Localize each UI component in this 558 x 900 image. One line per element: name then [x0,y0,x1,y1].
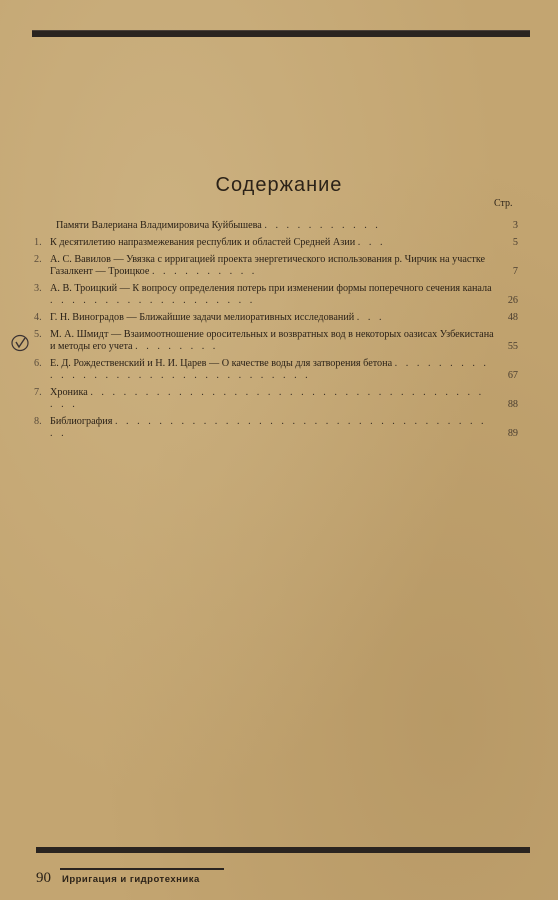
footer-rule [60,868,224,870]
toc-entry-page: 5 [512,237,518,248]
toc-leader-dots: . . . . . . . . . . [151,266,258,277]
page-column-label: Стр. [494,198,513,209]
table-of-contents [34,220,518,445]
toc-entry-title: Е. Д. Рождественский и Н. И. Царев — О качестве воды для затворения бетона [50,358,393,369]
toc-entry-title: А. В. Троицкий — К вопросу определения потерь при изменении формы поперечного сечения канала [50,283,492,294]
toc-entry-page: 89 [507,428,518,439]
toc-entry-number: 3. [34,283,42,294]
toc-entry-number: 4. [34,312,42,323]
toc-entry-page: 67 [507,370,518,381]
footer-journal-title: Ирригация и гидротехника [62,874,200,885]
toc-entry-number: 7. [34,387,42,398]
toc-entry-number: 8. [34,416,42,427]
toc-entry [34,254,518,278]
toc-leader-dots: . . . . . . . . . . . [264,220,381,231]
page-title: Содержание [215,174,343,196]
toc-entry-page: 3 [512,220,518,231]
toc-entry-title: А. С. Вавилов — Увязка с ирригацией проекта энергетического использования р. Чирчик на участке Газалкент — Троицкое [50,254,486,277]
toc-entry-number: 2. [34,254,42,265]
toc-entry-number: 5. [34,329,42,340]
toc-entry-page: 7 [512,266,518,277]
top-rule [32,30,530,37]
toc-leader-dots: . . . [356,312,385,323]
footer-page-number: 90 [36,870,51,886]
toc-entry [34,358,518,382]
handwritten-check-icon [10,333,30,353]
toc-leader-dots: . . . . . . . . [135,341,219,352]
toc-entry [34,312,518,324]
toc-entry [34,329,518,353]
toc-entry-title: Библиография [50,416,113,427]
toc-entry [34,220,518,232]
toc-entry [34,283,518,307]
toc-leader-dots: . . . [357,237,386,248]
toc-entry-title: К десятилетию напразмежевания республик и областей Средней Азии [50,237,356,248]
toc-entry-page: 88 [507,399,518,410]
toc-entry-title: Г. Н. Виноградов — Ближайшие задачи мелиоративных исследований [50,312,355,323]
toc-entry [34,237,518,249]
toc-leader-dots: . . . . . . . . . . . . . . . . . . . . . . . . . . . . . . . . . . . . [50,416,487,439]
toc-leader-dots: . . . . . . . . . . . . . . . . . . . [50,295,256,306]
toc-entry [34,416,518,440]
toc-leader-dots: . . . . . . . . . . . . . . . . . . . . . . . . . . . . . . . . . . . . . . . [50,387,485,410]
toc-entry [34,387,518,411]
toc-entry-page: 48 [507,312,518,323]
toc-entry-title: М. А. Шмидт — Взаимоотношение оросительных и возвратных вод в некоторых оазисах Узбекистана и методы его учета [50,329,494,352]
toc-leader-dots: . . . . . . . . . . . . . . . . . . . . . . . . . . . . . . . . . [50,358,489,381]
toc-entry-page: 26 [507,295,518,306]
toc-entry-title: Хроника [50,387,88,398]
toc-entry-number [34,220,50,232]
bottom-rule [36,847,530,853]
toc-entry-number: 1. [34,237,42,248]
toc-entry-title: Памяти Валериана Владимировича Куйбышева [56,220,262,231]
toc-entry-page: 55 [507,341,518,352]
toc-entry-number: 6. [34,358,42,369]
